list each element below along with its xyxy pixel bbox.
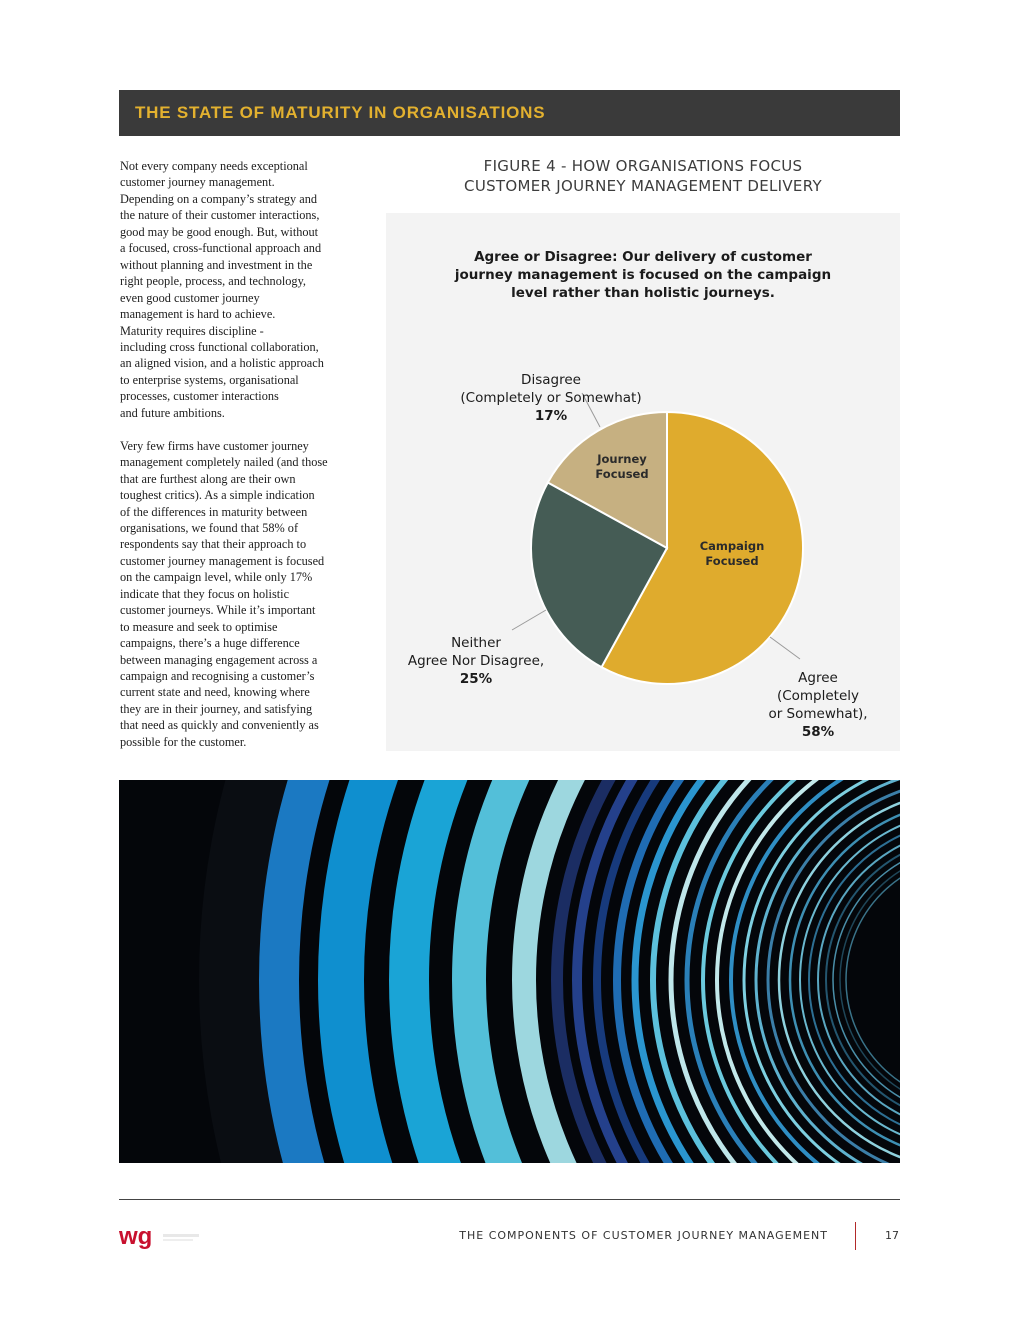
- label-disagree-value: 17%: [534, 408, 568, 424]
- wg-logo: [119, 1224, 209, 1262]
- footer-rule: [119, 1199, 900, 1200]
- section-header-bar: [119, 90, 900, 136]
- label-agree-text: Agree (Completely or Somewhat),: [768, 670, 868, 722]
- body-text: [120, 158, 370, 767]
- chart-question: Agree or Disagree: Our delivery of customer journey management is focused on the campaign level rather than holistic journeys.: [454, 249, 832, 301]
- svg-text:wg: wg: [119, 1224, 153, 1250]
- pie-chart-panel: [386, 213, 900, 751]
- slice-label-campaign-focused: Campaign Focused: [699, 539, 765, 568]
- page-number: 17: [885, 1229, 899, 1242]
- label-neither-value: 25%: [459, 671, 493, 687]
- decorative-concentric-arcs-image: [119, 780, 900, 1163]
- concentric-arcs-graphic: [119, 780, 900, 1163]
- slice-label-journey-focused: Journey Focused: [595, 452, 649, 481]
- label-agree: [758, 651, 878, 759]
- body-paragraph-2: Very few firms have customer journey management completely nailed (and those that are furthest along are their own toughest critics). As a simple indication of the differences in maturity between organisations, we found that 58% of respondents say that their approach to customer journey management is focused on the campaign level, while only 17% indicate that they focus on holistic customer journeys. While it’s important to measure and seek to optimise campaigns, there’s a huge difference between managing engagement across a campaign and recognising a customer’s current state and need, knowing where they are in their journey, and satisfying that need as quickly and conveniently as possible for the customer.: [120, 438, 328, 749]
- label-neither: [396, 616, 556, 706]
- label-agree-value: 58%: [801, 724, 835, 740]
- label-disagree-text: Disagree (Completely or Somewhat): [460, 372, 642, 406]
- body-paragraph-1: Not every company needs exceptional customer journey management. Depending on a company’s strategy and the nature of their customer interactions, good may be good enough. But, without a focused, cross-functional approach and without planning and investment in the right people, process, and technology, even good customer journey management is hard to achieve. Maturity requires discipline - including cross functional collaboration, an aligned vision, and a holistic approach to enterprise systems, organisational processes, customer interactions and future ambitions.: [120, 159, 324, 420]
- footer-divider: [855, 1222, 856, 1250]
- section-title: THE STATE OF MATURITY IN ORGANISATIONS: [135, 103, 546, 122]
- logo-mark: [119, 1224, 209, 1258]
- figure-title: FIGURE 4 - HOW ORGANISATIONS FOCUS CUSTOMER JOURNEY MANAGEMENT DELIVERY: [464, 157, 822, 195]
- label-disagree: [446, 353, 656, 443]
- label-neither-text: Neither Agree Nor Disagree,: [407, 635, 545, 669]
- footer-document-title: THE COMPONENTS OF CUSTOMER JOURNEY MANAGEMENT: [459, 1229, 828, 1242]
